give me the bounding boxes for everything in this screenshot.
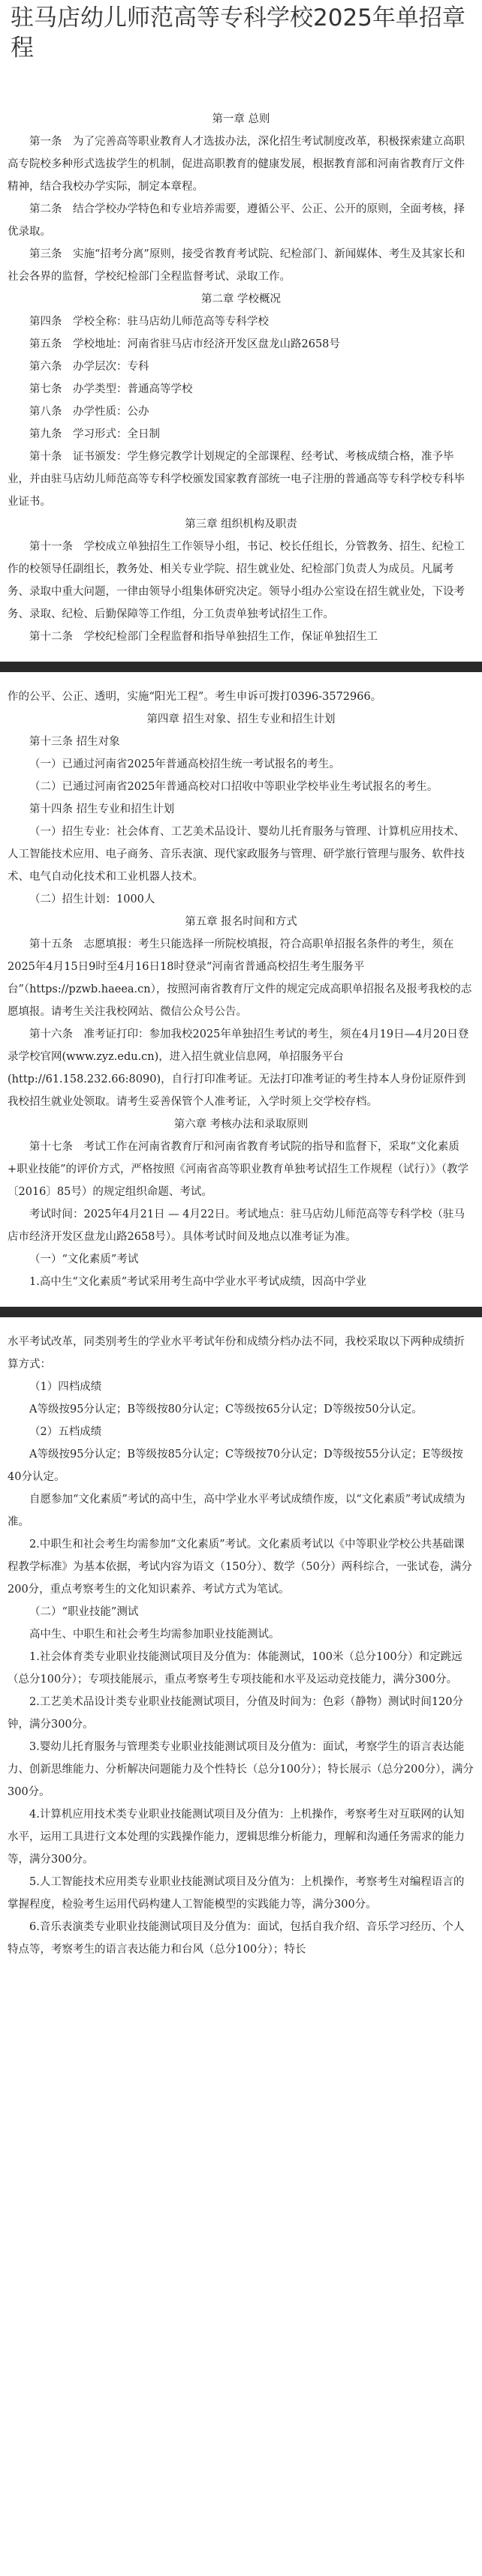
paragraph: 1.社会体育类专业职业技能测试项目及分值为：体能测试，100米（总分100分）和定跳远（总分100分）；专项技能展示，重点考察考生专项技能和水平及运动竞技能力，满分300分。 (8, 1651, 462, 1686)
paragraph: 第十一条 学校成立单独招生工作领导小组，书记、校长任组长，分管教务、招生、纪检工作的校领导任副组长，教务处、相关专业学院、招生就业处、纪检部门负责人为成员。凡属考务、录取中重大问题，一律由领导小组集体研究决定。领导小组办公室设在招生就业处，下设考务、录取、纪检、后勤保障等工作组，分工负责单独考试招生工作。 (8, 541, 465, 620)
paragraph: 第十四条 招生专业和招生计划 (29, 803, 175, 815)
article-section-3 (0, 1331, 482, 1961)
paragraph: 第四条 学校全称：驻马店幼儿师范高等专科学校 (29, 316, 269, 328)
meta-spacer (0, 63, 482, 108)
paragraph: 4.计算机应用技术类专业职业技能测试项目及分值为：上机操作，考察考生对互联网的认知水平，运用工具进行文本处理的实践操作能力，逻辑思维分析能力，理解和沟通任务需求的能力等，满分300分。 (8, 1809, 465, 1866)
paragraph: 第九条 学习形式：全日制 (29, 428, 160, 440)
paragraph: （一）“文化素质”考试 (29, 1253, 139, 1265)
paragraph: 第三条 实施“招考分离”原则，接受省教育考试院、纪检部门、新闻媒体、考生及其家长和社会各界的监督，学校纪检部门全程监督考试、录取工作。 (8, 248, 465, 283)
paragraph: 5.人工智能技术应用类专业职业技能测试项目及分值为：上机操作，考察考生对编程语言的掌握程度，检验考生运用代码构建人工智能模型的实践能力等，满分300分。 (8, 1876, 465, 1911)
paragraph: 自愿参加“文化素质”考试的高中生，高中学业水平考试成绩作废，以“文化素质”考试成绩为准。 (8, 1494, 465, 1528)
paragraph: 第十六条 准考证打印：参加我校2025年单独招生考试的考生，须在4月19日—4月20日登录学校官网(www.zyz.edu.cn)，进入招生就业信息网，单招服务平台(http://61.158.232.66:8090)，自行打印准考证。无法打印准考证的考生持本人身份证原件到我校招生就业处领取。请考生妥善保管个人准考证，入学时须上交学校存档。 (8, 1028, 469, 1108)
paragraph: 作的公平、公正、透明，实施“阳光工程”。考生申诉可拨打0396-3572966。 (8, 691, 382, 703)
paragraph: 第五条 学校地址：河南省驻马店市经济开发区盘龙山路2658号 (29, 338, 340, 350)
paragraph: 第七条 办学类型：普通高等学校 (29, 383, 193, 395)
paragraph: 第二条 结合学校办学特色和专业培养需要，遵循公平、公正、公开的原则，全面考核，择优录取。 (8, 203, 465, 238)
paragraph: 水平考试改革，同类别考生的学业水平考试年份和成绩分档办法不同，我校采取以下两种成绩折算方式： (8, 1336, 465, 1371)
paragraph: 第一条 为了完善高等职业教育人才选拔办法，深化招生考试制度改革，积极探索建立高职高专院校多种形式选拔学生的机制，促进高职教育的健康发展，根据教育部和河南省教育厅文件精神，结合我校办学实际，制定本章程。 (8, 136, 465, 193)
section-divider (0, 1307, 482, 1317)
paragraph: 2.中职生和社会考生均需参加“文化素质”考试。文化素质考试以《中等职业学校公共基础课程教学标准》为基本依据，考试内容为语文（150分）、数学（50分）两科综合，一张试卷，满分200分，重点考察考生的文化知识素养、考试方式为笔试。 (8, 1539, 472, 1596)
paragraph: （1）四档成绩 (29, 1381, 102, 1393)
article-section-1 (0, 108, 482, 648)
paragraph: （二）“职业技能”测试 (29, 1606, 139, 1618)
chapter-heading: 第三章 组织机构及职责 (185, 518, 297, 530)
paragraph: 2.工艺美术品设计类专业职业技能测试项目，分值及时间为：色彩（静物）测试时间120分钟，满分300分。 (8, 1696, 464, 1731)
paragraph: （2）五档成绩 (29, 1426, 102, 1438)
paragraph: 第十五条 志愿填报：考生只能选择一所院校填报，符合高职单招报名条件的考生，须在2025年4月15日9时至4月16日18时登录“河南省普通高校招生考生服务平台”（https://pzwb.haeea.cn），按照河南省教育厅文件的规定完成高职单招报名及报考我校的志愿填报。请考生关注我校网站、微信公众号公告。 (8, 938, 472, 1018)
paragraph: 第八条 办学性质：公办 (29, 406, 149, 418)
chapter-heading: 第一章 总则 (212, 113, 270, 125)
chapter-heading: 第六章 考核办法和录取原则 (173, 1118, 309, 1130)
paragraph: 第十三条 招生对象 (29, 736, 120, 748)
paragraph: A等级按95分认定；B等级按85分认定；C等级按70分认定；D等级按55分认定；E等级按40分认定。 (8, 1449, 463, 1483)
paragraph: 第十条 证书颁发：学生修完教学计划规定的全部课程、经考试、考核成绩合格，准予毕业，并由驻马店幼儿师范高等专科学校颁发国家教育部统一电子注册的普通高等专科学校专科毕业证书。 (8, 451, 465, 508)
paragraph: 6.音乐表演类专业职业技能测试项目及分值为：面试，包括自我介绍、音乐学习经历、个人特点等，考察考生的语言表达能力和台风（总分100分）；特长 (8, 1921, 465, 1956)
paragraph: 高中生、中职生和社会考生均需参加职业技能测试。 (29, 1629, 280, 1641)
chapter-heading: 第二章 学校概况 (200, 293, 282, 305)
paragraph: 3.婴幼儿托育服务与管理类专业职业技能测试项目及分值为：面试，考察学生的语言表达能力、创新思维能力、分析解决问题能力及个性特长（总分100分）；特长展示（总分200分），满分300分。 (8, 1741, 474, 1798)
article-section-2 (0, 686, 482, 1293)
chapter-heading: 第五章 报名时间和方式 (185, 916, 297, 928)
paragraph: （一）已通过河南省2025年普通高校招生统一考试报名的考生。 (29, 758, 340, 770)
page-title: 驻马店幼儿师范高等专科学校2025年单招章程 (11, 5, 465, 62)
paragraph: （二）已通过河南省2025年普通高校对口招收中等职业学校毕业生考试报名的考生。 (29, 781, 438, 793)
chapter-heading: 第四章 招生对象、招生专业和招生计划 (146, 713, 336, 725)
paragraph: （二）招生计划：1000人 (29, 893, 155, 905)
paragraph: 第十七条 考试工作在河南省教育厅和河南省教育考试院的指导和监督下，采取“文化素质+职业技能”的评价方式，严格按照《河南省高等职业教育单独考试招生工作规程（试行）》（教学〔2016〕85号）的规定组织命题、考试。 (8, 1141, 469, 1198)
section-divider (0, 662, 482, 672)
paragraph: A等级按95分认定；B等级按80分认定；C等级按65分认定；D等级按50分认定。 (29, 1404, 423, 1416)
paragraph: 考试时间：2025年4月21日 — 4月22日。考试地点：驻马店幼儿师范高等专科学校（驻马店市经济开发区盘龙山路2658号）。具体考试时间及地点以准考证为准。 (8, 1208, 465, 1243)
paragraph: （一）招生专业：社会体育、工艺美术品设计、婴幼儿托育服务与管理、计算机应用技术、人工智能技术应用、电子商务、音乐表演、现代家政服务与管理、研学旅行管理与服务、软件技术、电气自动化技术和工业机器人技术。 (8, 826, 465, 883)
paragraph: 第十二条 学校纪检部门全程监督和指导单独招生工作，保证单独招生工 (29, 631, 378, 643)
paragraph: 1.高中生“文化素质”考试采用考生高中学业水平考试成绩，因高中学业 (29, 1276, 367, 1288)
paragraph: 第六条 办学层次：专科 (29, 361, 149, 373)
